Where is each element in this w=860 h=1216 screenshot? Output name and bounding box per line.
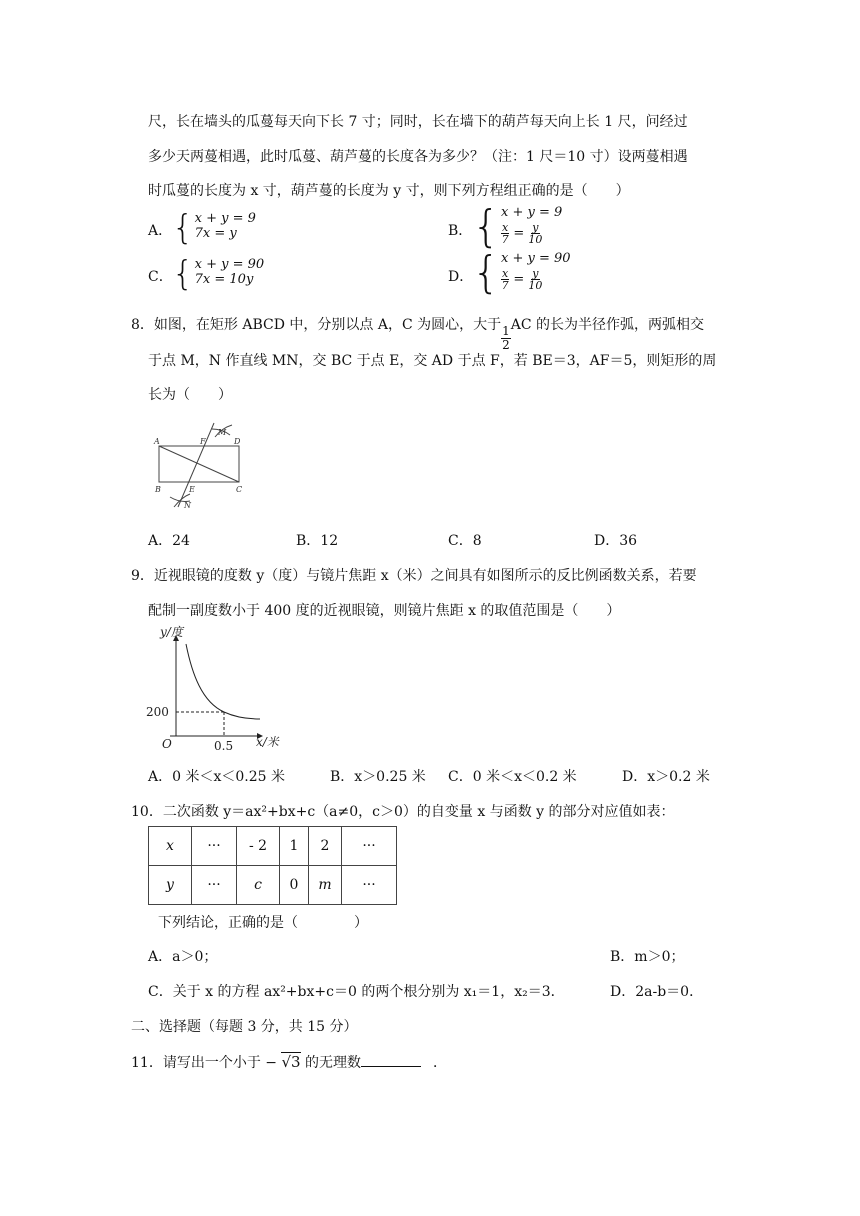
- q7-b-frac-7: 7: [501, 233, 509, 246]
- label-e: E: [189, 485, 195, 494]
- q11-after: 的无理数: [300, 1055, 362, 1071]
- q7-option-b-label: B．: [448, 223, 473, 239]
- q7-c-eq2: 7x = 10y: [194, 272, 254, 287]
- table-row: [149, 866, 397, 905]
- label-n: N: [184, 501, 191, 510]
- q9-line1: 9．近视眼镜的度数 y（度）与镜片焦距 x（米）之间具有如图所示的反比例函数关系，若要: [131, 568, 697, 584]
- q10-stem: 10．二次函数 y＝ax²+bx+c（a≠0，c＞0）的自变量 x 与函数 y 的部分对应值如表：: [131, 804, 675, 820]
- table-cell: y: [149, 866, 192, 905]
- q7-option-b-system: { x + y = 9 $\frac{x}{7}$ = $\frac{y}{10}$: [472, 201, 563, 252]
- label-c: C: [236, 485, 243, 494]
- q8-line3: 长为（ ）: [148, 387, 232, 403]
- q7-line2: 多少天两蔓相遇，此时瓜蔓、葫芦蔓的长度各为多少？（注：1 尺＝10 寸）设两蔓相遇: [148, 149, 688, 165]
- q10-value-table: [148, 826, 397, 905]
- table-cell: m: [309, 866, 342, 905]
- inverse-curve: [186, 644, 260, 719]
- q7-a-eq1: x + y = 9: [194, 211, 256, 226]
- q9-option-b: B．x＞0.25 米: [330, 769, 426, 785]
- q7-b-frac-10: 10: [528, 233, 543, 246]
- label-b: B: [155, 485, 161, 494]
- line-mn: [178, 423, 214, 507]
- q10-option-c: C．关于 x 的方程 ax²+bx+c＝0 的两个根分别为 x₁＝1，x₂＝3．: [148, 984, 565, 1000]
- table-cell: 0: [280, 866, 309, 905]
- q8-line2: 于点 M，N 作直线 MN，交 BC 于点 E，交 AD 于点 F，若 BE＝3，AF＝5，则矩形的周: [148, 353, 717, 369]
- label-a: A: [154, 437, 160, 446]
- q7-option-d-system: { x + y = 90 $\frac{x}{7}$ = $\frac{y}{10}$: [472, 247, 571, 298]
- q7-d-frac-y: y: [532, 267, 539, 280]
- table-cell: x: [149, 827, 192, 866]
- q10-option-b: B．m＞0；: [610, 949, 685, 965]
- q7-line3: 时瓜蔓的长度为 x 寸，葫芦蔓的长度为 y 寸，则下列方程组正确的是（ ）: [148, 183, 630, 199]
- q7-d-equals: =: [509, 272, 529, 287]
- q7-a-eq2: 7x = y: [194, 226, 237, 241]
- q10-option-a: A．a＞0；: [148, 949, 218, 965]
- diagonal-ac: [159, 446, 239, 482]
- q7-d-frac-10: 10: [528, 279, 543, 292]
- q11-radical: √3: [281, 1053, 301, 1071]
- q7-b-frac-y: y: [532, 221, 539, 234]
- q7-b-frac-x: x: [502, 221, 509, 234]
- table-cell: 2: [309, 827, 342, 866]
- q8-line1-start: 8．如图，在矩形 ABCD 中，分别以点 A，C 为圆心，大于: [131, 317, 502, 333]
- q7-option-a-label: A．: [148, 223, 173, 239]
- q8-line1-end: AC 的长为半径作弧，两弧相交: [510, 317, 705, 333]
- label-f: F: [200, 437, 206, 446]
- table-cell: ···: [192, 866, 237, 905]
- graph-ylabel: y/度: [160, 625, 183, 639]
- q7-line1: 尺，长在墙头的瓜蔓每天向下长 7 寸；同时，长在墙下的葫芦每天向上长 1 尺，问经过: [148, 114, 688, 130]
- q11-before: 11．请写出一个小于 −: [131, 1055, 282, 1071]
- q7-d-eq1: x + y = 90: [501, 251, 571, 266]
- q8-option-c: C．8: [448, 533, 482, 549]
- q8-option-d: D．36: [594, 533, 638, 549]
- q8-line1: [131, 314, 704, 352]
- label-d: D: [234, 437, 241, 446]
- q9-option-d: D．x＞0.2 米: [622, 769, 710, 785]
- section-heading: 二、选择题（每题 3 分，共 15 分）: [131, 1019, 358, 1035]
- q11-answer-blank[interactable]: [361, 1054, 421, 1067]
- q9-line2: 配制一副度数小于 400 度的近视眼镜，则镜片焦距 x 的取值范围是（ ）: [148, 603, 621, 619]
- q10-option-d: D．2a-b＝0．: [610, 984, 704, 1000]
- graph-ytick: 200: [146, 705, 169, 719]
- table-cell: ···: [342, 866, 397, 905]
- q8-option-a: A．24: [148, 533, 190, 549]
- table-cell: ···: [192, 827, 237, 866]
- label-m: M: [218, 428, 227, 437]
- q9-option-c: C．0 米＜x＜0.2 米: [448, 769, 577, 785]
- q7-d-frac-7: 7: [501, 279, 509, 292]
- table-cell: 1: [280, 827, 309, 866]
- q10-prompt: 下列结论，正确的是（ ）: [158, 915, 368, 931]
- table-cell: c: [237, 866, 280, 905]
- q9-option-a: A．0 米＜x＜0.25 米: [148, 769, 285, 785]
- table-row: [149, 827, 397, 866]
- q7-b-eq1: x + y = 9: [501, 205, 563, 220]
- q7-d-frac-x: x: [502, 267, 509, 280]
- table-cell: ···: [342, 827, 397, 866]
- q7-option-a-system: { x + y = 9 7x = y: [172, 208, 256, 248]
- q8-frac-den: 2: [502, 338, 510, 352]
- q7-option-c-label: C．: [148, 269, 173, 285]
- q11-line: [131, 1052, 447, 1072]
- graph-xlabel: x/米: [256, 735, 279, 749]
- graph-xtick: 0.5: [214, 739, 234, 753]
- table-cell: - 2: [237, 827, 280, 866]
- q7-option-c-system: { x + y = 90 7x = 10y: [172, 254, 265, 294]
- q9-inverse-function-graph: [142, 624, 292, 754]
- q8-rectangle-figure: [152, 415, 252, 515]
- q7-option-d-label: D．: [448, 269, 474, 285]
- q7-b-equals: =: [509, 226, 529, 241]
- q11-end: ．: [433, 1055, 448, 1071]
- graph-origin: O: [162, 737, 172, 751]
- q7-c-eq1: x + y = 90: [194, 257, 265, 272]
- q8-option-b: B．12: [296, 533, 339, 549]
- q8-frac-num: 1: [502, 324, 510, 338]
